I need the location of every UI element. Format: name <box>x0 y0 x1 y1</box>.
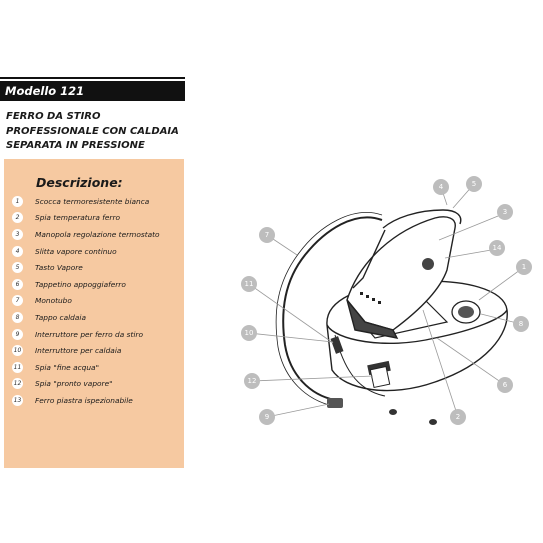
item-number-badge: 11 <box>13 363 22 371</box>
callout-number: 7 <box>264 231 270 239</box>
list-item <box>12 259 182 276</box>
callout-badge <box>259 409 275 425</box>
description-list <box>12 193 182 409</box>
product-title-line: SEPARATA IN PRESSIONE <box>6 140 145 151</box>
callout-number: 8 <box>518 320 524 328</box>
item-label: Tappo caldaia <box>35 312 86 322</box>
list-item <box>12 293 182 310</box>
list-item <box>12 276 182 293</box>
item-label: Spia "fine acqua" <box>35 362 99 372</box>
list-item <box>12 392 182 409</box>
item-number-badge: 10 <box>13 347 22 355</box>
list-item <box>12 309 182 326</box>
callout-badge <box>433 179 449 195</box>
item-number-badge: 4 <box>12 246 23 257</box>
item-number-badge: 9 <box>12 329 23 340</box>
callout-leader <box>479 267 524 300</box>
list-item <box>12 243 182 260</box>
item-label: Spia temperatura ferro <box>35 213 121 223</box>
item-label: Tasto Vapore <box>35 263 83 273</box>
callout-number: 6 <box>502 381 508 389</box>
callout-leader <box>267 404 329 417</box>
description-heading: Descrizione: <box>36 175 123 190</box>
item-label: Scocca termoresistente bianca <box>35 196 150 206</box>
item-number-badge: 7 <box>12 295 23 306</box>
callout-number: 1 <box>521 263 527 271</box>
callout-badge <box>497 377 513 393</box>
item-label: Interruttore per ferro da stiro <box>35 329 143 339</box>
boiler-cap-illustration <box>452 301 480 323</box>
callout-badge <box>450 409 466 425</box>
item-number-badge: 6 <box>12 279 23 290</box>
item-number-badge: 2 <box>12 212 23 223</box>
steam-iron-diagram <box>185 160 543 440</box>
list-item <box>12 210 182 227</box>
product-title-line: FERRO DA STIRO <box>6 111 101 122</box>
callout-number: 9 <box>264 413 270 421</box>
item-label: Ferro piastra ispezionabile <box>35 395 133 405</box>
callout-number: 3 <box>502 208 508 216</box>
callout-badge <box>466 176 482 192</box>
item-label: Tappetino appoggiaferro <box>35 279 126 289</box>
callout-badge <box>241 325 257 341</box>
callout-badge <box>489 240 505 256</box>
callout-badge <box>516 259 532 275</box>
callout-badge <box>259 227 275 243</box>
product-title-line: PROFESSIONALE CON CALDAIA <box>6 125 179 137</box>
header-rule <box>0 77 185 79</box>
hose-connector-illustration <box>327 398 343 408</box>
callout-number: 12 <box>247 377 257 385</box>
list-item <box>12 359 182 376</box>
list-item <box>12 193 182 210</box>
item-label: Manopola regolazione termostato <box>35 229 160 239</box>
description-panel <box>4 159 184 468</box>
item-number-badge: 12 <box>13 380 22 388</box>
model-title: Modello 121 <box>0 81 185 101</box>
item-label: Slitta vapore continuo <box>35 246 117 256</box>
callout-number: 4 <box>438 183 444 191</box>
item-label: Monotubo <box>35 296 72 306</box>
callout-leader <box>445 249 497 258</box>
list-item <box>12 226 182 243</box>
list-item <box>12 342 182 359</box>
product-title <box>6 110 186 154</box>
list-item <box>12 326 182 343</box>
callout-number: 14 <box>492 244 502 252</box>
callout-badge <box>497 204 513 220</box>
callout-badge <box>244 373 260 389</box>
item-number-badge: 13 <box>13 396 22 404</box>
callout-number: 2 <box>455 413 461 421</box>
item-number-badge: 3 <box>12 229 23 240</box>
item-number-badge: 1 <box>12 196 23 207</box>
item-label: Interruttore per caldaia <box>35 346 122 356</box>
item-number-badge: 5 <box>12 262 23 273</box>
callout-badge <box>513 316 529 332</box>
callout-number: 11 <box>244 280 254 288</box>
list-item <box>12 376 182 393</box>
item-label: Spia "pronto vapore" <box>35 379 113 389</box>
item-number-badge: 8 <box>12 312 23 323</box>
callout-number: 5 <box>471 180 477 188</box>
callout-badge <box>241 276 257 292</box>
callout-number: 10 <box>244 329 254 337</box>
